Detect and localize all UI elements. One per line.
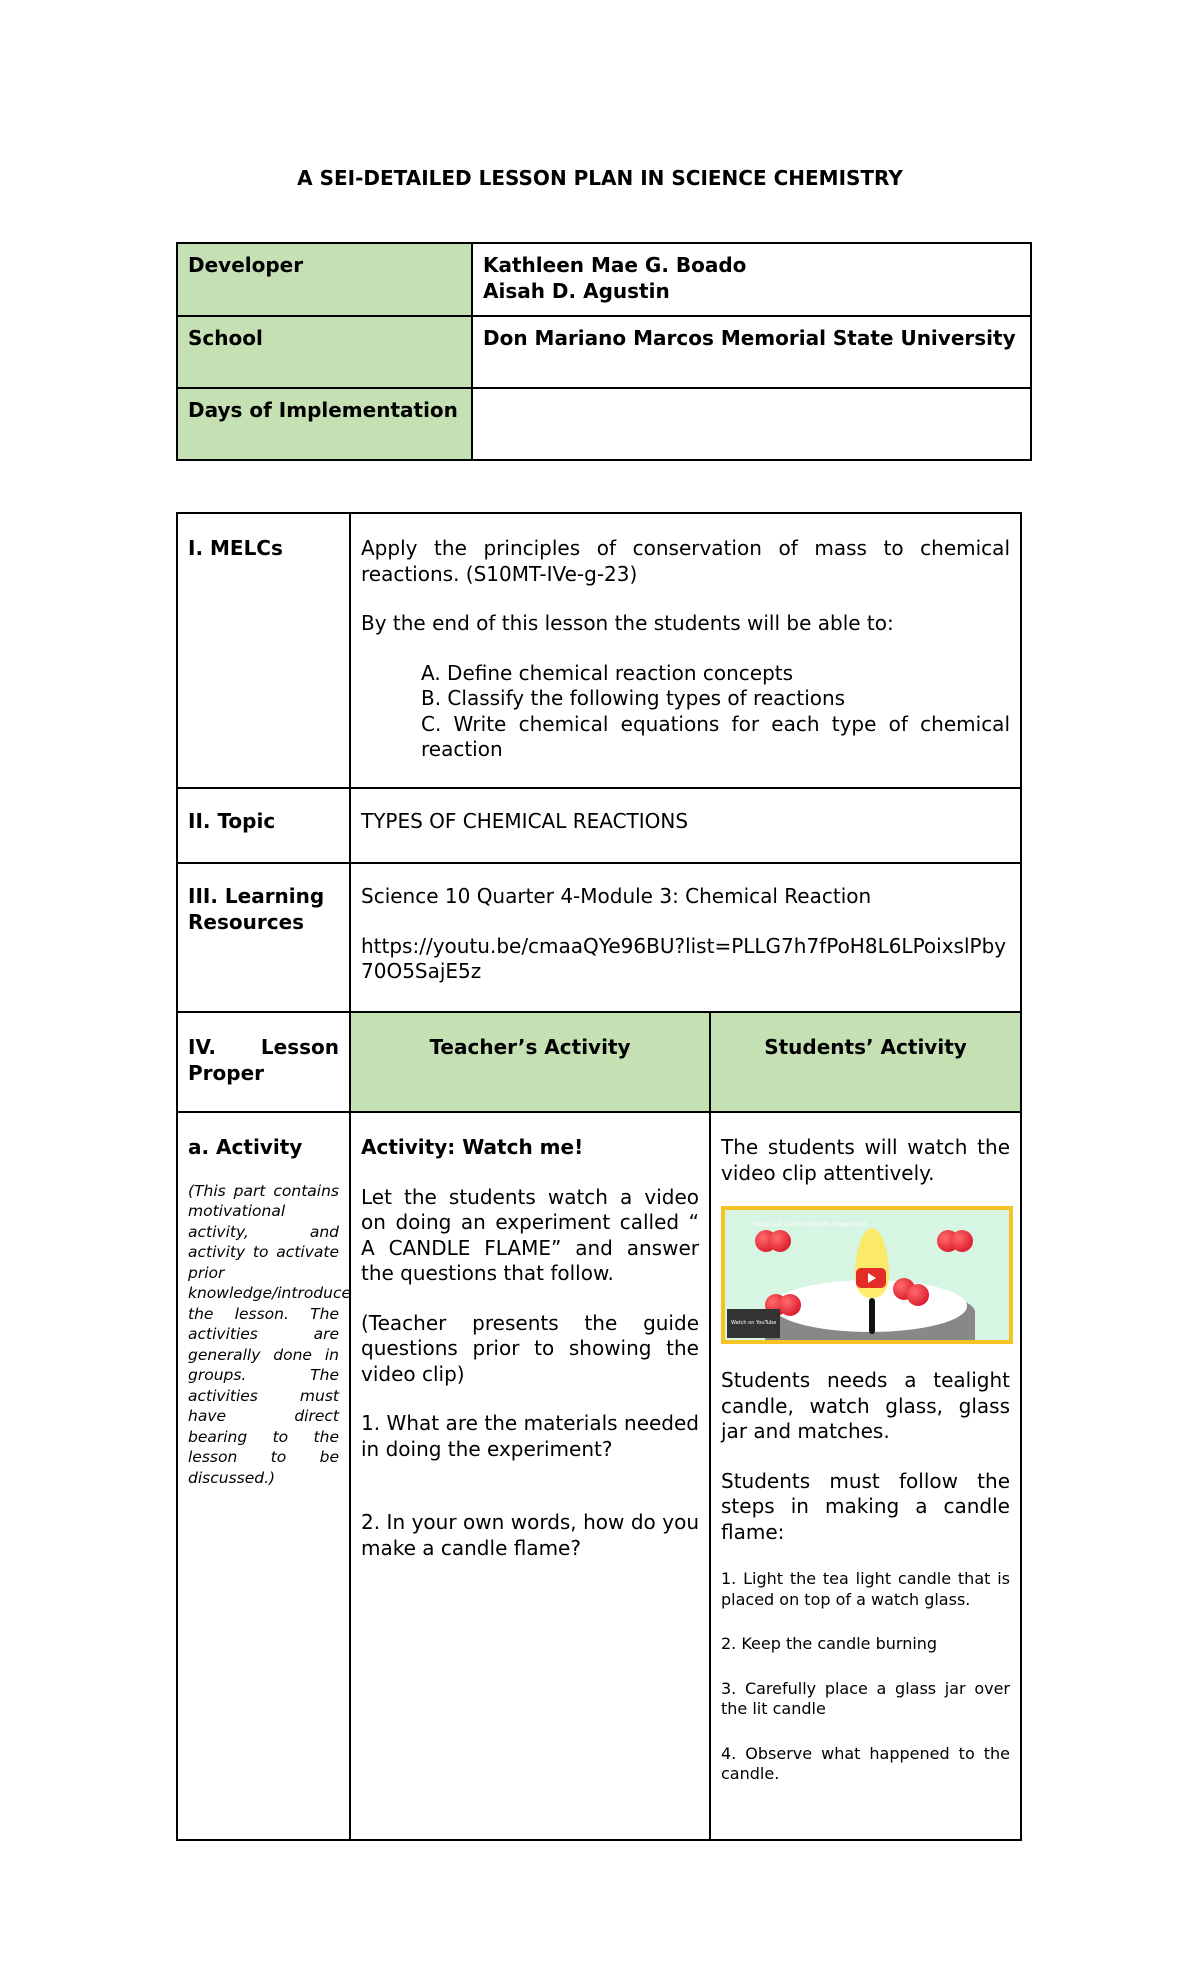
developer-name: Kathleen Mae G. Boado [483,253,747,277]
students-header: Students’ Activity [710,1012,1021,1112]
topic-row [177,788,1021,863]
video-title: Flame Out Carbon Dioxide Experiment [751,1221,867,1228]
molecule-icon [907,1284,929,1306]
resources-label: III. Learning Resources [177,863,350,1012]
step-item: 1. Light the tea light candle that is placed on top of a watch glass. [721,1569,1010,1609]
school-row [177,316,1031,388]
resources-row [177,863,1021,1012]
students-activity [710,1112,1021,1840]
school-value: Don Mariano Marcos Memorial State University [472,316,1031,388]
molecule-icon [779,1294,801,1316]
topic-value: TYPES OF CHEMICAL REACTIONS [350,788,1021,863]
teacher-header: Teacher’s Activity [350,1012,710,1112]
objectives-list [421,661,1010,763]
resource-link[interactable]: https://youtu.be/cmaaQYe96BU?list=PLLG7h7fPoH8L6LPoixslPby70O5SajE5z [361,933,1007,983]
melcs-row [177,513,1021,788]
resources-content [350,863,1021,1012]
step-item: 2. Keep the candle burning [721,1634,938,1653]
resource-module: Science 10 Quarter 4-Module 3: Chemical Reaction [361,884,872,908]
days-row [177,388,1031,460]
video-thumbnail[interactable] [721,1206,1013,1344]
days-label: Days of Implementation [177,388,472,460]
guide-question: 2. In your own words, how do you make a candle flame? [361,1510,699,1560]
steps-intro: Students must follow the steps in making a candle flame: [721,1468,1010,1544]
lesson-label: IV. Lesson Proper [177,1012,350,1112]
students-intro: The students will watch the video clip attentively. [721,1135,1010,1185]
developer-row [177,243,1031,316]
teacher-heading: Activity: Watch me! [361,1135,584,1159]
activity-label: a. Activity [188,1135,303,1159]
objective-item: A. Define chemical reaction concepts [421,660,794,685]
topic-label: II. Topic [177,788,350,863]
guide-question: 1. What are the materials needed in doing the experiment? [361,1411,699,1461]
developer-name: Aisah D. Agustin [483,278,670,303]
molecule-icon [951,1230,973,1252]
objective-item: B. Classify the following types of reactions [421,686,846,710]
wick-image [869,1298,875,1334]
school-label: School [177,316,472,388]
developer-value [472,243,1031,316]
info-table [176,242,1032,461]
document-title: A SEI-DETAILED LESSON PLAN IN SCIENCE CHEMISTRY [297,166,903,190]
step-item: 4. Observe what happened to the candle. [721,1743,1010,1783]
melcs-statement: Apply the principles of conservation of mass to chemical reactions. (S10MT-IVe-g-23) [361,536,1010,586]
step-item: 3. Carefully place a glass jar over the lit candle [721,1678,1010,1718]
melcs-label: I. MELCs [177,513,350,788]
watch-on-youtube[interactable]: Watch on YouTube [727,1309,780,1339]
students-materials: Students needs a tealight candle, watch glass, glass jar and matches. [721,1368,1010,1443]
teacher-instructions: Let the students watch a video on doing an experiment called “ A CANDLE FLAME” and answer the questions that follow. [361,1184,699,1285]
molecule-icon [769,1230,791,1252]
teacher-activity [350,1112,710,1840]
developer-label: Developer [177,243,472,316]
teacher-note: (Teacher presents the guide questions prior to showing the video clip) [361,1310,699,1386]
objective-item: C. Write chemical equations for each type of chemical reaction [421,711,1010,761]
melcs-content [350,513,1021,788]
melcs-intro: By the end of this lesson the students will be able to: [361,611,894,635]
activity-label-cell [177,1112,350,1840]
play-button-icon[interactable] [856,1268,886,1288]
activity-row [177,1112,1021,1840]
lesson-header-row [177,1012,1021,1112]
activity-description: (This part contains motivational activity, and activity to activate prior knowledge/introduce the lesson. The activities are generally done in groups. The activities must have direct bearing to the lesson to be discussed.) [188,1181,352,1487]
days-value [472,388,1031,460]
lesson-table [176,512,1022,1841]
